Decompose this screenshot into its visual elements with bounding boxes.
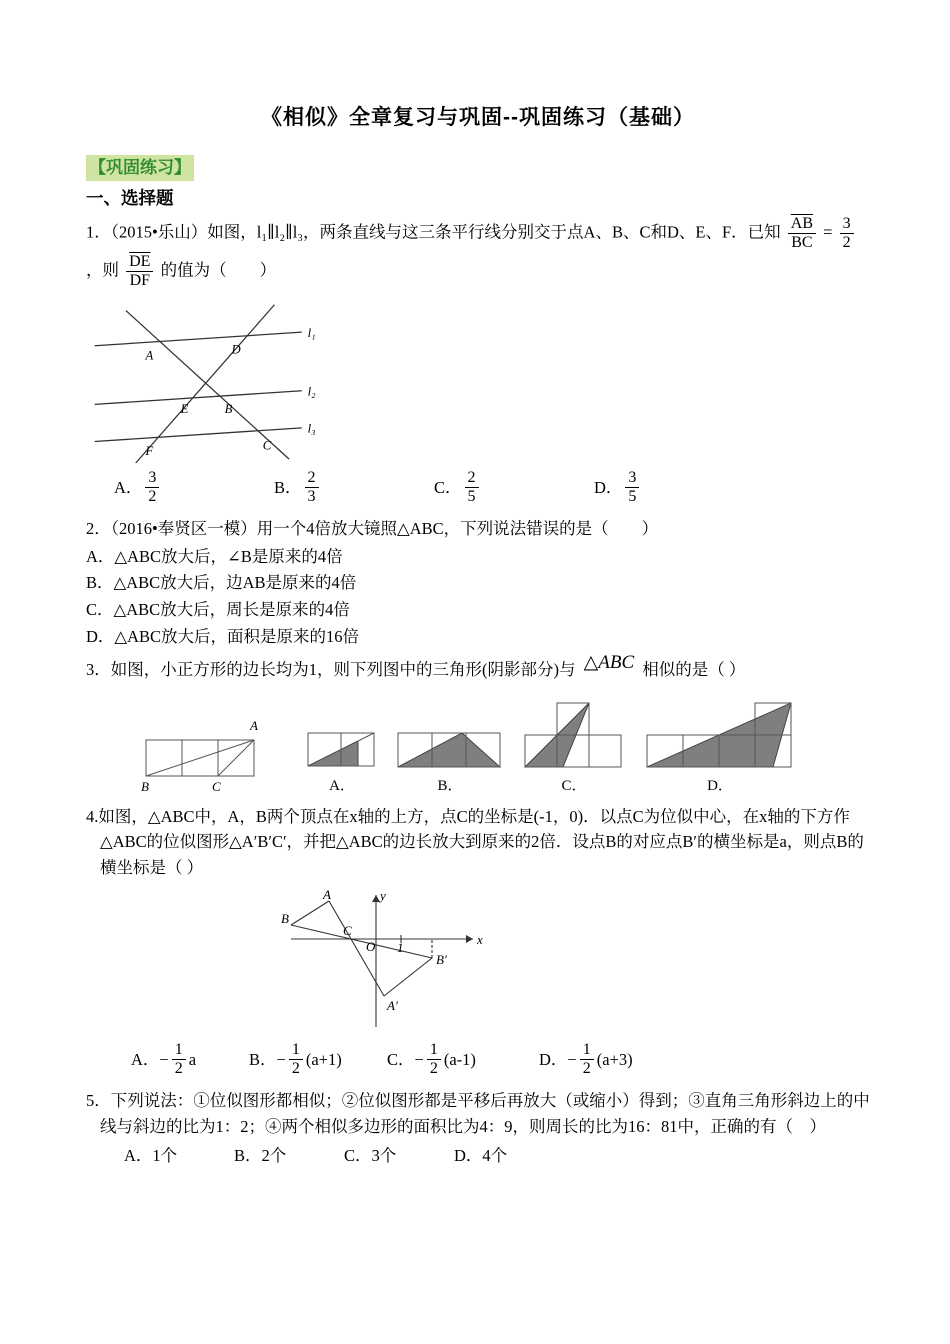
- q3-option-c-label: C．: [561, 777, 587, 794]
- q2-option-b: B．△ABC放大后，边AB是原来的4倍: [86, 573, 357, 593]
- q2-option-d: D．△ABC放大后，面积是原来的16倍: [86, 626, 360, 646]
- q5-option-a: A．1个: [124, 1146, 178, 1166]
- q3-option-c-cell: [520, 693, 628, 798]
- q4-option-b: B． − $\frac{1}{2}$ (a+1): [249, 1040, 342, 1077]
- question-2: [86, 516, 870, 649]
- q4-options: [131, 1041, 870, 1079]
- q3-figures-row: [140, 693, 870, 798]
- y-axis-arrow: [372, 895, 380, 902]
- q1-fraction-3-2: $\frac{3}{2}$: [840, 215, 854, 253]
- q1-line-label-l3: l₃: [307, 421, 316, 436]
- section-label-row: [86, 155, 870, 185]
- question-3: [86, 652, 870, 798]
- q1-option-a: A． $\frac{3}{2}$: [114, 469, 274, 507]
- doc-title: 《相似》全章复习与巩固--巩固练习（基础）: [261, 106, 695, 129]
- q3-option-c-figure: [520, 693, 628, 773]
- question-5: [86, 1088, 870, 1169]
- q1-point-label-B: B: [224, 401, 233, 416]
- q3-label-B: B: [141, 778, 149, 794]
- q3-option-a-cell: [304, 729, 380, 798]
- q3-main-grid-triangle-figure: [140, 718, 290, 798]
- q3-stem: 3．如图，小正方形的边长均为1，则下列图中的三角形(阴影部分)与 △ABC 相似的是（ ）: [86, 652, 746, 680]
- line-b-c-bprime: [291, 922, 432, 958]
- q1-line-label-l1: l₁: [307, 325, 316, 340]
- q4-label-B: B: [281, 910, 289, 926]
- q3-option-b-figure: [394, 729, 506, 773]
- q4-label-O: O: [366, 938, 376, 954]
- q1-stem-text-2: ，则: [86, 260, 119, 280]
- q1-stem-text-3: 的值为（ ）: [160, 260, 277, 280]
- q5-options: [124, 1143, 870, 1169]
- parallel-line-l2: [95, 390, 302, 404]
- q1-point-label-E: E: [180, 401, 189, 416]
- q3-triangle-abc-symbol: △ABC: [583, 652, 635, 674]
- edge-ab: [291, 901, 329, 925]
- q3-label-C: C: [212, 778, 221, 794]
- q2-option-c: C．△ABC放大后，周长是原来的4倍: [86, 600, 350, 620]
- q1-point-label-A: A: [145, 348, 154, 363]
- q4-option-c: C． − $\frac{1}{2}$ (a-1): [387, 1040, 476, 1077]
- q4-stem: 4.如图，△ABC中，A，B两个顶点在x轴的上方，点C的坐标是(-1，0)．以点C为位似中心，在x轴的下方作△ABC的位似图形△A′B′C′，并把△ABC的边长放大到原来的2倍．设点B的对应点B′的横坐标是a，则点B的横坐标是（ ）: [86, 806, 864, 877]
- q2-option-a: A．△ABC放大后，∠B是原来的4倍: [86, 546, 343, 566]
- parallel-line-l1: [95, 332, 302, 346]
- q1-equals: =: [823, 222, 833, 242]
- q3-option-d-cell: [642, 693, 798, 798]
- q3-option-b-cell: [394, 729, 506, 798]
- q3-option-a-label: A．: [329, 777, 355, 794]
- question-1: [86, 215, 870, 506]
- q5-option-b: B．2个: [234, 1146, 287, 1166]
- q4-label-A: A: [323, 886, 331, 902]
- q3-label-A: A: [250, 717, 258, 733]
- q1-stem: [86, 215, 870, 291]
- q1-option-b: B． $\frac{2}{3}$: [274, 469, 434, 507]
- q4-label-C: C: [343, 922, 352, 938]
- q1-fraction-ab-bc: $\frac{\overline{AB}}{BC}$: [788, 215, 816, 253]
- q2-stem: 2．（2016•奉贤区一模）用一个4倍放大镜照△ABC，下列说法错误的是（ ）: [86, 519, 659, 539]
- q3-option-a-figure: [304, 729, 380, 773]
- q5-option-c: C．3个: [344, 1146, 397, 1166]
- q3-option-d-figure: [642, 693, 798, 773]
- q1-point-label-D: D: [231, 342, 241, 357]
- q4-label-Bprime: B′: [436, 951, 447, 967]
- q1-fraction-de-df: $\frac{\overline{DE}}{DF}$: [126, 253, 153, 291]
- q4-label-Aprime: A′: [387, 997, 398, 1013]
- q1-stem-text-1: 1．（2015•乐山）如图，l₁∥l₂∥l₃，两条直线与这三条平行线分别交于点A、B、C和D、E、F．已知: [86, 222, 781, 242]
- q4-label-1: 1: [397, 939, 404, 955]
- q4-label-y: y: [380, 887, 386, 903]
- q4-label-x: x: [477, 931, 483, 947]
- x-axis-arrow: [466, 935, 473, 943]
- q4-coordinate-figure: [281, 885, 491, 1035]
- q3-option-d-label: D．: [707, 777, 733, 794]
- q1-options: [114, 469, 870, 507]
- q1-option-d: D． $\frac{3}{5}$: [594, 469, 754, 507]
- practice-section-label: 【巩固练习】: [86, 155, 194, 181]
- q4-option-a: A． − $\frac{1}{2}$ a: [131, 1040, 197, 1077]
- choice-section-heading: 一、选择题: [86, 187, 174, 208]
- q1-line-label-l2: l₂: [307, 384, 316, 399]
- q1-option-c: C． $\frac{2}{5}$: [434, 469, 594, 507]
- q3-main-figure-cell: [140, 718, 290, 798]
- transversal-def: [136, 304, 275, 462]
- q3-option-b-label: B．: [437, 777, 463, 794]
- edge-aprime-bprime: [384, 958, 432, 996]
- shaded-triangle: [398, 733, 500, 767]
- q1-point-label-C: C: [262, 437, 272, 452]
- q1-point-label-F: F: [145, 443, 154, 458]
- q5-stem: 5．下列说法：①位似图形都相似；②位似图形都是平移后再放大（或缩小）得到；③直角三角形斜边上的中线与斜边的比为1：2；④两个相似多边形的面积比为4：9，则周长的比为16：81中，正确的有（ ）: [86, 1091, 870, 1136]
- transversal-abc: [126, 310, 289, 458]
- q5-option-d: D．4个: [454, 1146, 508, 1166]
- question-4: [86, 804, 870, 1078]
- q4-option-d: D． − $\frac{1}{2}$ (a+3): [539, 1040, 633, 1077]
- q1-parallel-lines-figure: [86, 295, 331, 463]
